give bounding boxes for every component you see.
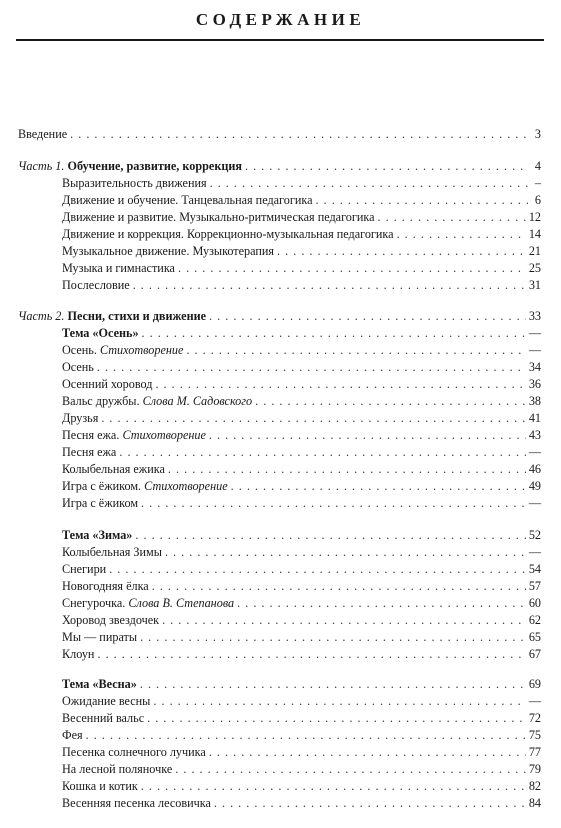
toc-entry-text: Новогодняя ёлка [62,579,149,593]
toc-entry[interactable] [62,795,541,812]
toc-entry[interactable] [62,646,541,663]
toc-entry-text: Послесловие [62,278,130,292]
dot-leader [97,646,525,663]
page-number: — [528,694,541,708]
toc-entry-title [18,308,206,325]
page-number: 36 [528,377,541,391]
toc-entry[interactable] [62,693,541,710]
toc-entry-title [62,376,152,393]
toc-entry-title [62,461,165,478]
toc-entry-text: Песенка солнечного лучика [62,745,206,759]
dot-leader [231,478,526,495]
page-number: 43 [528,428,541,442]
toc-entry[interactable] [62,393,541,410]
toc-entry-text: Снегири [62,562,107,576]
dot-leader [147,710,526,727]
toc-entry-text: Осенний хоровод [62,377,153,391]
dot-leader [152,578,526,595]
page-number: 72 [528,711,541,725]
toc-entry-text: Игра с ёжиком [62,496,139,510]
page-number: 34 [528,360,541,374]
page-number: 60 [528,596,541,610]
toc-entry-italic: Слова В. Степанова [128,596,235,610]
dot-leader [209,744,526,761]
toc-entry[interactable] [18,126,541,143]
page-number: 52 [528,528,541,542]
toc-entry[interactable] [62,727,541,744]
toc-entry-text: Кошка и котик [62,779,138,793]
page-number: — [528,496,541,510]
dot-leader [214,795,526,812]
toc-entry[interactable] [62,192,541,209]
toc-entry-italic: Слова М. Садовского [142,394,253,408]
toc-entry-text: Движение и обучение. Танцевальная педагогика [62,193,313,207]
page-number: 25 [528,261,541,275]
toc-entry[interactable] [62,778,541,795]
toc-entry-text: Вальс дружбы. [62,394,143,408]
dot-leader [162,612,526,629]
toc-entry[interactable] [62,478,541,495]
dot-leader [209,308,526,325]
page-number: 57 [528,579,541,593]
toc-entry-text: Мы — пираты [62,630,138,644]
toc-entry-title [62,544,162,561]
toc-entry-text: Введение [18,127,68,141]
dot-leader [135,527,525,544]
toc-entry-title [62,646,94,663]
dot-leader [97,359,526,376]
toc-entry[interactable] [62,544,541,561]
toc-entry-text: Тема «Зима» [62,528,133,542]
toc-entry-title [62,342,183,359]
page-title: СОДЕРЖАНИЕ [195,10,366,29]
toc-entry-text: Друзья [62,411,99,425]
toc-entry-title [62,561,106,578]
toc-entry[interactable] [62,342,541,359]
toc-entry[interactable] [62,410,541,427]
toc-entry-text: Выразительность движения [62,176,207,190]
toc-entry[interactable] [62,260,541,277]
dot-leader [133,277,526,294]
toc-entry-title [62,260,175,277]
dot-leader [277,243,526,260]
page-number: 69 [528,677,541,691]
page-number: 79 [528,762,541,776]
toc-entry-text: На лесной поляночке [62,762,173,776]
toc-entry-text: Движение и коррекция. Коррекционно-музыкальная педагогика [62,227,394,241]
toc-entry-title [62,595,234,612]
toc-entry-title [62,175,207,192]
toc-entry-title [62,578,149,595]
toc-entry-title [62,527,132,544]
page-number: 38 [528,394,541,408]
toc-entry-text: Тема «Весна» [62,677,137,691]
dot-leader [140,629,526,646]
toc-entry-text: Движение и развитие. Музыкально-ритмическая педагогика [62,210,375,224]
toc-entry[interactable] [62,761,541,778]
toc-entry-text: Весенняя песенка лесовичка [62,796,211,810]
dot-leader [178,260,526,277]
page-number: — [528,545,541,559]
page-number: 54 [528,562,541,576]
toc-entry-text: Игра с ёжиком. [62,479,145,493]
toc-entry[interactable] [62,595,541,612]
toc-entry-text: Фея [62,728,83,742]
dot-leader [86,727,526,744]
dot-leader [155,376,525,393]
toc-entry-text: Песня ежа. [62,428,123,442]
toc-entry[interactable] [62,376,541,393]
toc-entry-title [62,444,116,461]
toc-entry-text: Колыбельная ежика [62,462,165,476]
toc-entry[interactable] [62,710,541,727]
toc-entry-title [62,277,130,294]
toc-entry-text: Песня ежа [62,445,117,459]
dot-leader [168,461,526,478]
toc-entry[interactable] [62,744,541,761]
dot-leader [175,761,526,778]
toc-entry-title [62,495,138,512]
page-number: 75 [528,728,541,742]
page-number: 77 [528,745,541,759]
toc-entry-title [62,325,139,342]
toc-entry-text: Ожидание весны [62,694,151,708]
toc-entry[interactable] [18,158,541,175]
toc-entry-text: Хоровод звездочек [62,613,160,627]
dot-leader [210,175,528,192]
toc-entry[interactable] [62,359,541,376]
page-number: — [528,445,541,459]
toc-entry[interactable] [62,629,541,646]
dot-leader [316,192,528,209]
dot-leader [237,595,526,612]
toc-entry-text: Осень. [62,343,100,357]
toc-entry-italic: Стихотворение [122,428,206,442]
page-number: 3 [534,127,541,141]
toc-entry-title [62,761,172,778]
toc-entry-italic: Часть 2. [18,309,65,323]
dot-leader [397,226,526,243]
dot-leader [245,158,528,175]
toc-entry[interactable] [62,209,541,226]
toc-entry-text: Клоун [62,647,95,661]
toc-entry-title [62,727,83,744]
toc-entry-italic: Стихотворение [99,343,184,357]
toc-entry[interactable] [62,561,541,578]
toc-entry[interactable] [62,325,541,342]
toc-entry-italic: Часть 1. [18,159,65,173]
toc-entry-title [62,778,138,795]
page-number: — [528,326,541,340]
dot-leader [153,693,525,710]
page-number: 49 [528,479,541,493]
toc-entry-title [62,693,150,710]
page-number: 67 [528,647,541,661]
page-number: 21 [528,244,541,258]
dot-leader [165,544,526,561]
dot-leader [255,393,526,410]
page-number: 14 [528,227,541,241]
toc-entry-text: Весенний вальс [62,711,145,725]
page-number: — [528,343,541,357]
toc-entry-title [62,744,206,761]
toc-entry-text: Музыка и гимнастика [62,261,175,275]
toc-entry[interactable] [62,495,541,512]
toc-entry-title [62,209,375,226]
toc-entry-text: Снегурочка. [62,596,129,610]
toc-entry[interactable] [62,612,541,629]
dot-leader [141,495,526,512]
dot-leader [141,778,526,795]
page-number: 31 [528,278,541,292]
toc-entry-title [62,478,228,495]
dot-leader [186,342,525,359]
toc-entry-title [62,393,252,410]
toc-entry-title [62,795,211,812]
page-number: 62 [528,613,541,627]
toc-entry-title [62,410,98,427]
dot-leader [140,676,526,693]
toc-entry[interactable] [62,226,541,243]
toc-entry-title [62,192,313,209]
dot-leader [70,126,528,143]
toc-entry-title [62,243,274,260]
page-number: 12 [528,210,541,224]
toc-entry[interactable] [62,676,541,693]
toc-entry-title [62,226,394,243]
toc-entry[interactable] [18,308,541,325]
dot-leader [209,427,526,444]
page-number: – [534,176,541,190]
toc-entry[interactable] [62,444,541,461]
toc-entry-title [62,710,144,727]
toc-entry-text: Осень [62,360,94,374]
toc-entry-text: Тема «Осень» [62,326,139,340]
page-number: 6 [534,193,541,207]
toc-entry[interactable] [62,578,541,595]
toc-entry-title [62,629,137,646]
page-number: 82 [528,779,541,793]
dot-leader [142,325,526,342]
toc-entry[interactable] [62,243,541,260]
toc-entry-title [18,158,242,175]
toc-entry-italic: Стихотворение [144,479,228,493]
page-number: 4 [534,159,541,173]
toc-entry[interactable] [62,427,541,444]
page-number: 65 [528,630,541,644]
page-number: 84 [528,796,541,810]
toc-entry-text: Обучение, развитие, коррекция [64,159,242,173]
dot-leader [378,209,526,226]
toc-entry-title [62,359,94,376]
toc-entry[interactable] [62,175,541,192]
toc-entry-title [62,676,137,693]
page-number: 41 [528,411,541,425]
toc-entry-title [62,612,159,629]
dot-leader [101,410,525,427]
page-number: 33 [528,309,541,323]
toc-entry-text: Колыбельная Зимы [62,545,162,559]
page-number: 46 [528,462,541,476]
toc-entry-title [62,427,206,444]
toc-entry-text: Песни, стихи и движение [64,309,207,323]
toc-entry[interactable] [62,277,541,294]
toc-entry[interactable] [62,527,541,544]
toc-entry[interactable] [62,461,541,478]
dot-leader [119,444,525,461]
toc-entry-text: Музыкальное движение. Музыкотерапия [62,244,275,258]
dot-leader [109,561,526,578]
toc-entry-title [18,126,67,143]
